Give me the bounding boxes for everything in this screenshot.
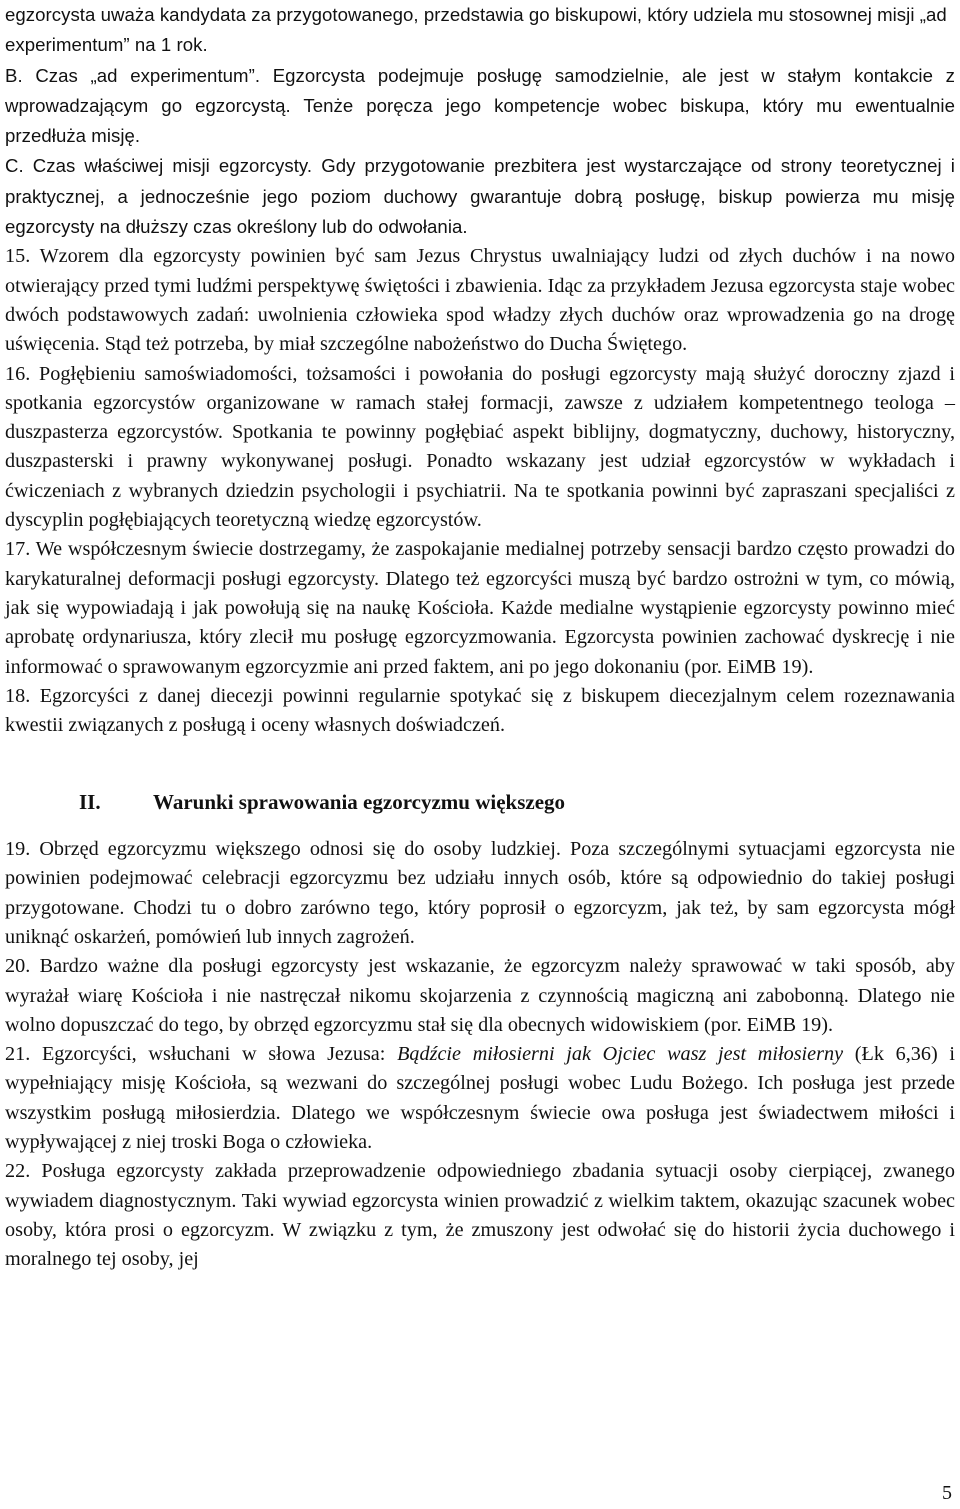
paragraph-22 bbox=[5, 1157, 955, 1274]
text-segment: egzorcysta uważa kandydata za przygotowanego, przedstawia go biskupowi, który udziela mu stosownej misji „ad experimentum” na 1 rok. bbox=[5, 4, 947, 56]
text-segment: 16. Pogłębieniu samoświadomości, tożsamości i powołania do posługi egzorcysty mają służyć doroczny zjazd i spotkania egzorcystów organizowane w ramach stałej formacji, zawsze z udziałem kompetentnego teologa – duszpasterza egzorcystów. Spotkania te powinny pogłębiać aspekt biblijny, dogmatyczny, duchowy, historyczny, duszpasterski i prawny wykonywanej posługi. Ponadto wskazany jest udział egzorcystów w wykładach i ćwiczeniach z wybranych dziedzin psychologii i psychiatrii. Na te spotkania powinni być zapraszani specjaliści z dyscyplin pogłębiających teoretyczną wiedzę egzorcystów. bbox=[5, 362, 955, 532]
text-segment: Gdy przygotowanie prezbitera jest wystarczające od strony teoretycznej i praktycznej, a jednocześnie jego poziom duchowy gwarantuje dobrą posługę, biskup powierza mu misję egzorcysty na dłuższy czas określony lub do odwołania. bbox=[5, 155, 955, 238]
text-segment: Tenże poręcza jego kompetencje wobec biskupa, który mu ewentualnie przedłuża misję. bbox=[5, 94, 955, 147]
paragraph-section-c bbox=[5, 151, 955, 242]
page-number: 5 bbox=[942, 1482, 952, 1504]
paragraph-20 bbox=[5, 952, 955, 1040]
text-segment: 22. Posługa egzorcysty zakłada przeprowadzenie odpowiedniego zbadania sytuacji osoby cierpiącej, zwanego wywiadem diagnostycznym. Taki wywiad egzorcysta winien prowadzić z wielkim taktem, okazując szacunek wobec osoby, która prosi o egzorcyzm. W związku z tym, że zmuszony jest odwołać się do historii życia duchowego i moralnego tej osoby, jej bbox=[5, 1160, 955, 1271]
paragraph-section-b bbox=[5, 61, 955, 152]
text-segment-italic-quote: Bądźcie miłosierni jak Ojciec wasz jest miłosierny bbox=[397, 1043, 844, 1066]
text-segment: 15. Wzorem dla egzorcysty powinien być sam Jezus Chrystus uwalniający ludzi od złych duchów i na nowo otwierający przed tymi ludźmi perspektywę świętości i zbawienia. Idąc za przykładem Jezusa egzorcysta staje wobec dwóch podstawowych zadań: uwolnienia człowieka spod władzy złych duchów oraz wprowadzenia go na drogę uświęcenia. Stąd też potrzeba, by miał szczególne nabożeństwo do Ducha Świętego. bbox=[5, 245, 955, 356]
document-page bbox=[5, 0, 955, 1274]
text-segment: (Łk 6,36) i wypełniający misję Kościoła, są wezwani do szczególnej posługi wobec Ludu Bożego. Ich posługa jest przede wszystkim posługą miłosierdzia. Dlatego we współczesnym świecie owa posługa jest świadectwem miłości i wypływającej z niej troski Boga o człowieka. bbox=[5, 1043, 956, 1153]
text-segment: 17. We współczesnym świecie dostrzegamy, że zaspokajanie medialnej potrzeby sensacji bardzo często prowadzi do karykaturalnej deformacji posługi egzorcysty. Dlatego też egzorcyści muszą być bardzo ostrożni w tym, co mówią, jak się wypowiadają i jak powołują się na naukę Kościoła. Każde medialne wystąpienie egzorcysty powinno mieć aprobatę ordynariusza, który zlecił mu posługę egzorcyzmowania. Egzorcysta powinien zachować dyskrecję i nie informować o sprawowanym egzorcyzmie ani przed faktem, ani po jego dokonaniu (por. EiMB 19). bbox=[5, 538, 955, 678]
paragraph-15 bbox=[5, 242, 955, 359]
section-heading bbox=[5, 788, 955, 817]
section-heading-title: Warunki sprawowania egzorcyzmu większego bbox=[153, 789, 566, 814]
paragraph-16 bbox=[5, 360, 955, 536]
spacer bbox=[5, 740, 955, 769]
text-segment: C. Czas właściwej misji egzorcysty. bbox=[5, 155, 322, 177]
text-segment: 21. Egzorcyści, wsłuchani w słowa Jezusa: bbox=[5, 1043, 398, 1066]
paragraph-intro-end bbox=[5, 0, 955, 61]
text-segment: 18. Egzorcyści z danej diecezji powinni regularnie spotykać się z biskupem diecezjalnym celem rozeznawania kwestii związanych z posługą i oceny własnych doświadczeń. bbox=[5, 684, 955, 737]
section-heading-number: II. bbox=[79, 789, 101, 814]
paragraph-18 bbox=[5, 682, 955, 741]
paragraph-17 bbox=[5, 535, 955, 681]
paragraph-19 bbox=[5, 835, 955, 952]
text-segment: B. Czas „ad experimentum”. Egzorcysta podejmuje posługę samodzielnie, ale jest w stałym kontakcie z wprowadzającym go egzorcystą. bbox=[5, 64, 955, 116]
text-segment: 19. Obrzęd egzorcyzmu większego odnosi się do osoby ludzkiej. Poza szczególnymi sytuacjami egzorcysta nie powinien podejmować celebracji egzorcyzmu bez udziału innych osób, które są odpowiednio do takiej posługi przygotowane. Chodzi tu o dobro zarówno tego, który poprosił o egzorcyzm, jak też, by sam egzorcysta mógł uniknąć oskarżeń, pomówień lub innych zagrożeń. bbox=[5, 838, 955, 948]
text-segment: 20. Bardzo ważne dla posługi egzorcysty jest wskazanie, że egzorcyzm należy sprawować w taki sposób, aby wyrażał wiarę Kościoła i nie nastręczał nikomu skojarzenia z czynnością magiczną ani zabobonną. Dlatego nie wolno dopuszczać do tego, by obrzęd egzorcyzmu stał się dla obecnych widowiskiem (por. EiMB 19). bbox=[5, 955, 955, 1036]
paragraph-21 bbox=[5, 1040, 955, 1157]
